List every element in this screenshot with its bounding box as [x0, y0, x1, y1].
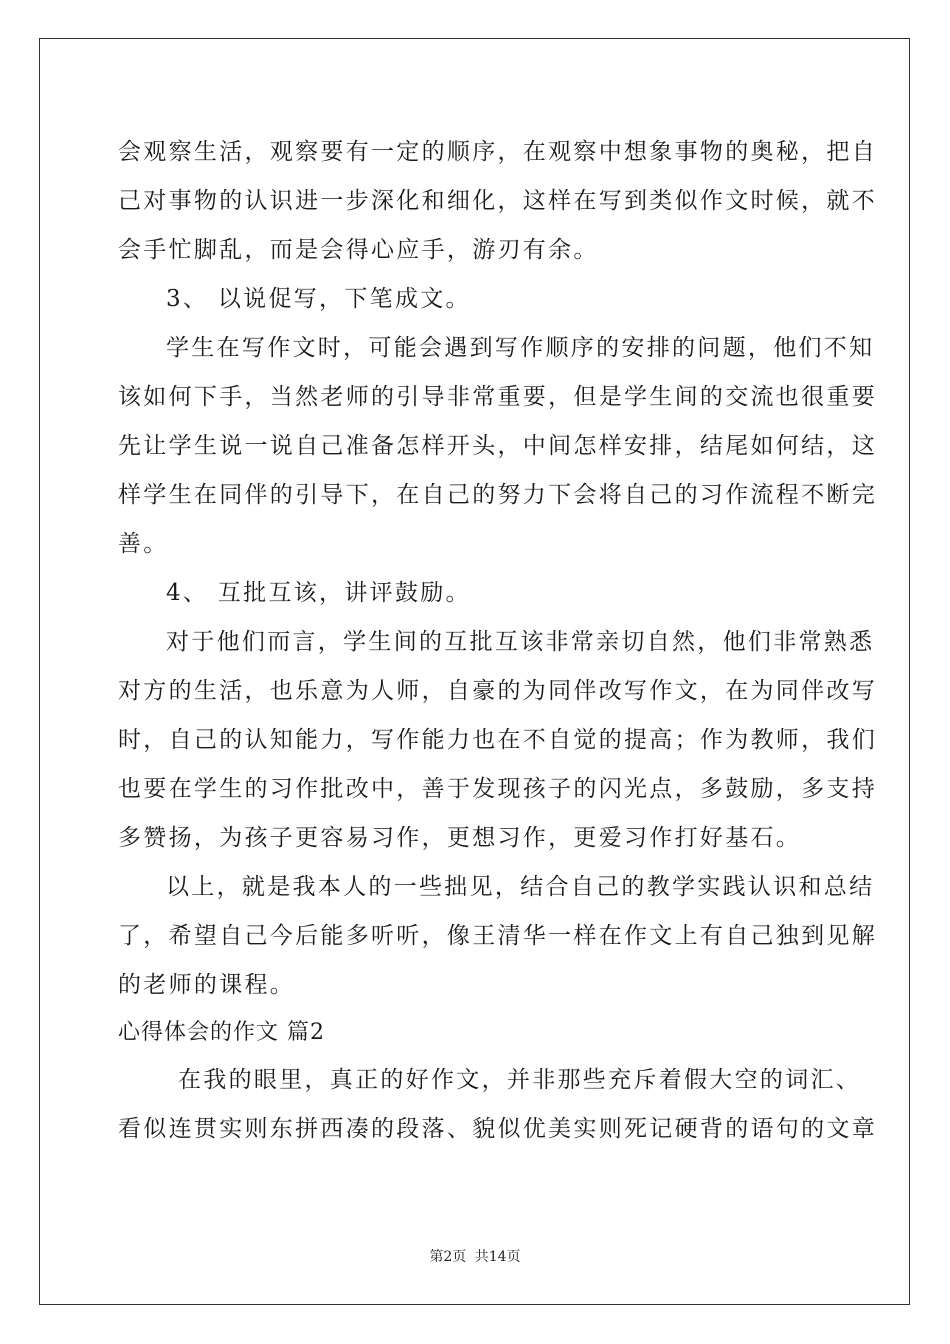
paragraph-line: 学生在写作文时，可能会遇到写作顺序的安排的问题，他们不知 [166, 335, 875, 361]
paragraph-line: 先让学生说一说自己准备怎样开头，中间怎样安排，结尾如何结，这 [118, 433, 877, 459]
document-body [118, 128, 877, 1154]
paragraph-line: 看似连贯实则东拼西凑的段落、貌似优美实则死记硬背的语句的文章 [118, 1116, 877, 1142]
paragraph-line: 以上，就是我本人的一些拙见，结合自己的教学实践认识和总结 [166, 874, 875, 900]
paragraph-line: 会观察生活，观察要有一定的顺序，在观察中想象事物的奥秘，把自 [118, 139, 877, 165]
section-title: 心得体会的作文 篇2 [118, 1020, 325, 1045]
paragraph-line: 多赞扬，为孩子更容易习作，更想习作，更爱习作打好基石。 [118, 825, 802, 851]
page-footer [0, 1246, 950, 1266]
paragraph-line: 样学生在同伴的引导下，在自己的努力下会将自己的习作流程不断完 [118, 482, 877, 508]
paragraph-line: 对方的生活，也乐意为人师，自豪的为同伴改写作文，在为同伴改写 [118, 678, 877, 704]
paragraph-line: 了，希望自己今后能多听听，像王清华一样在作文上有自己独到见解 [118, 923, 877, 949]
paragraph-line: 的老师的课程。 [118, 972, 296, 998]
paragraph-line: 对于他们而言，学生间的互批互该非常亲切自然，他们非常熟悉 [166, 629, 875, 655]
page-number: 第2页 [429, 1249, 467, 1265]
paragraph-line: 该如何下手，当然老师的引导非常重要，但是学生间的交流也很重要 [118, 384, 877, 410]
page-total: 共14页 [474, 1249, 521, 1265]
paragraph-line: 也要在学生的习作批改中，善于发现孩子的闪光点，多鼓励，多支持 [118, 776, 877, 802]
paragraph-line: 己对事物的认识进一步深化和细化，这样在写到类似作文时候，就不 [118, 188, 877, 214]
paragraph-line: 时，自己的认知能力，写作能力也在不自觉的提高；作为教师，我们 [118, 727, 877, 753]
paragraph-line: 在我的眼里，真正的好作文，并非那些充斥着假大空的词汇、 [178, 1067, 862, 1093]
paragraph-line: 善。 [118, 531, 169, 557]
list-item-heading: 4、 互批互该，讲评鼓励。 [166, 580, 471, 606]
list-item-heading: 3、 以说促写，下笔成文。 [166, 286, 471, 312]
paragraph-line: 会手忙脚乱，而是会得心应手，游刃有余。 [118, 237, 599, 263]
